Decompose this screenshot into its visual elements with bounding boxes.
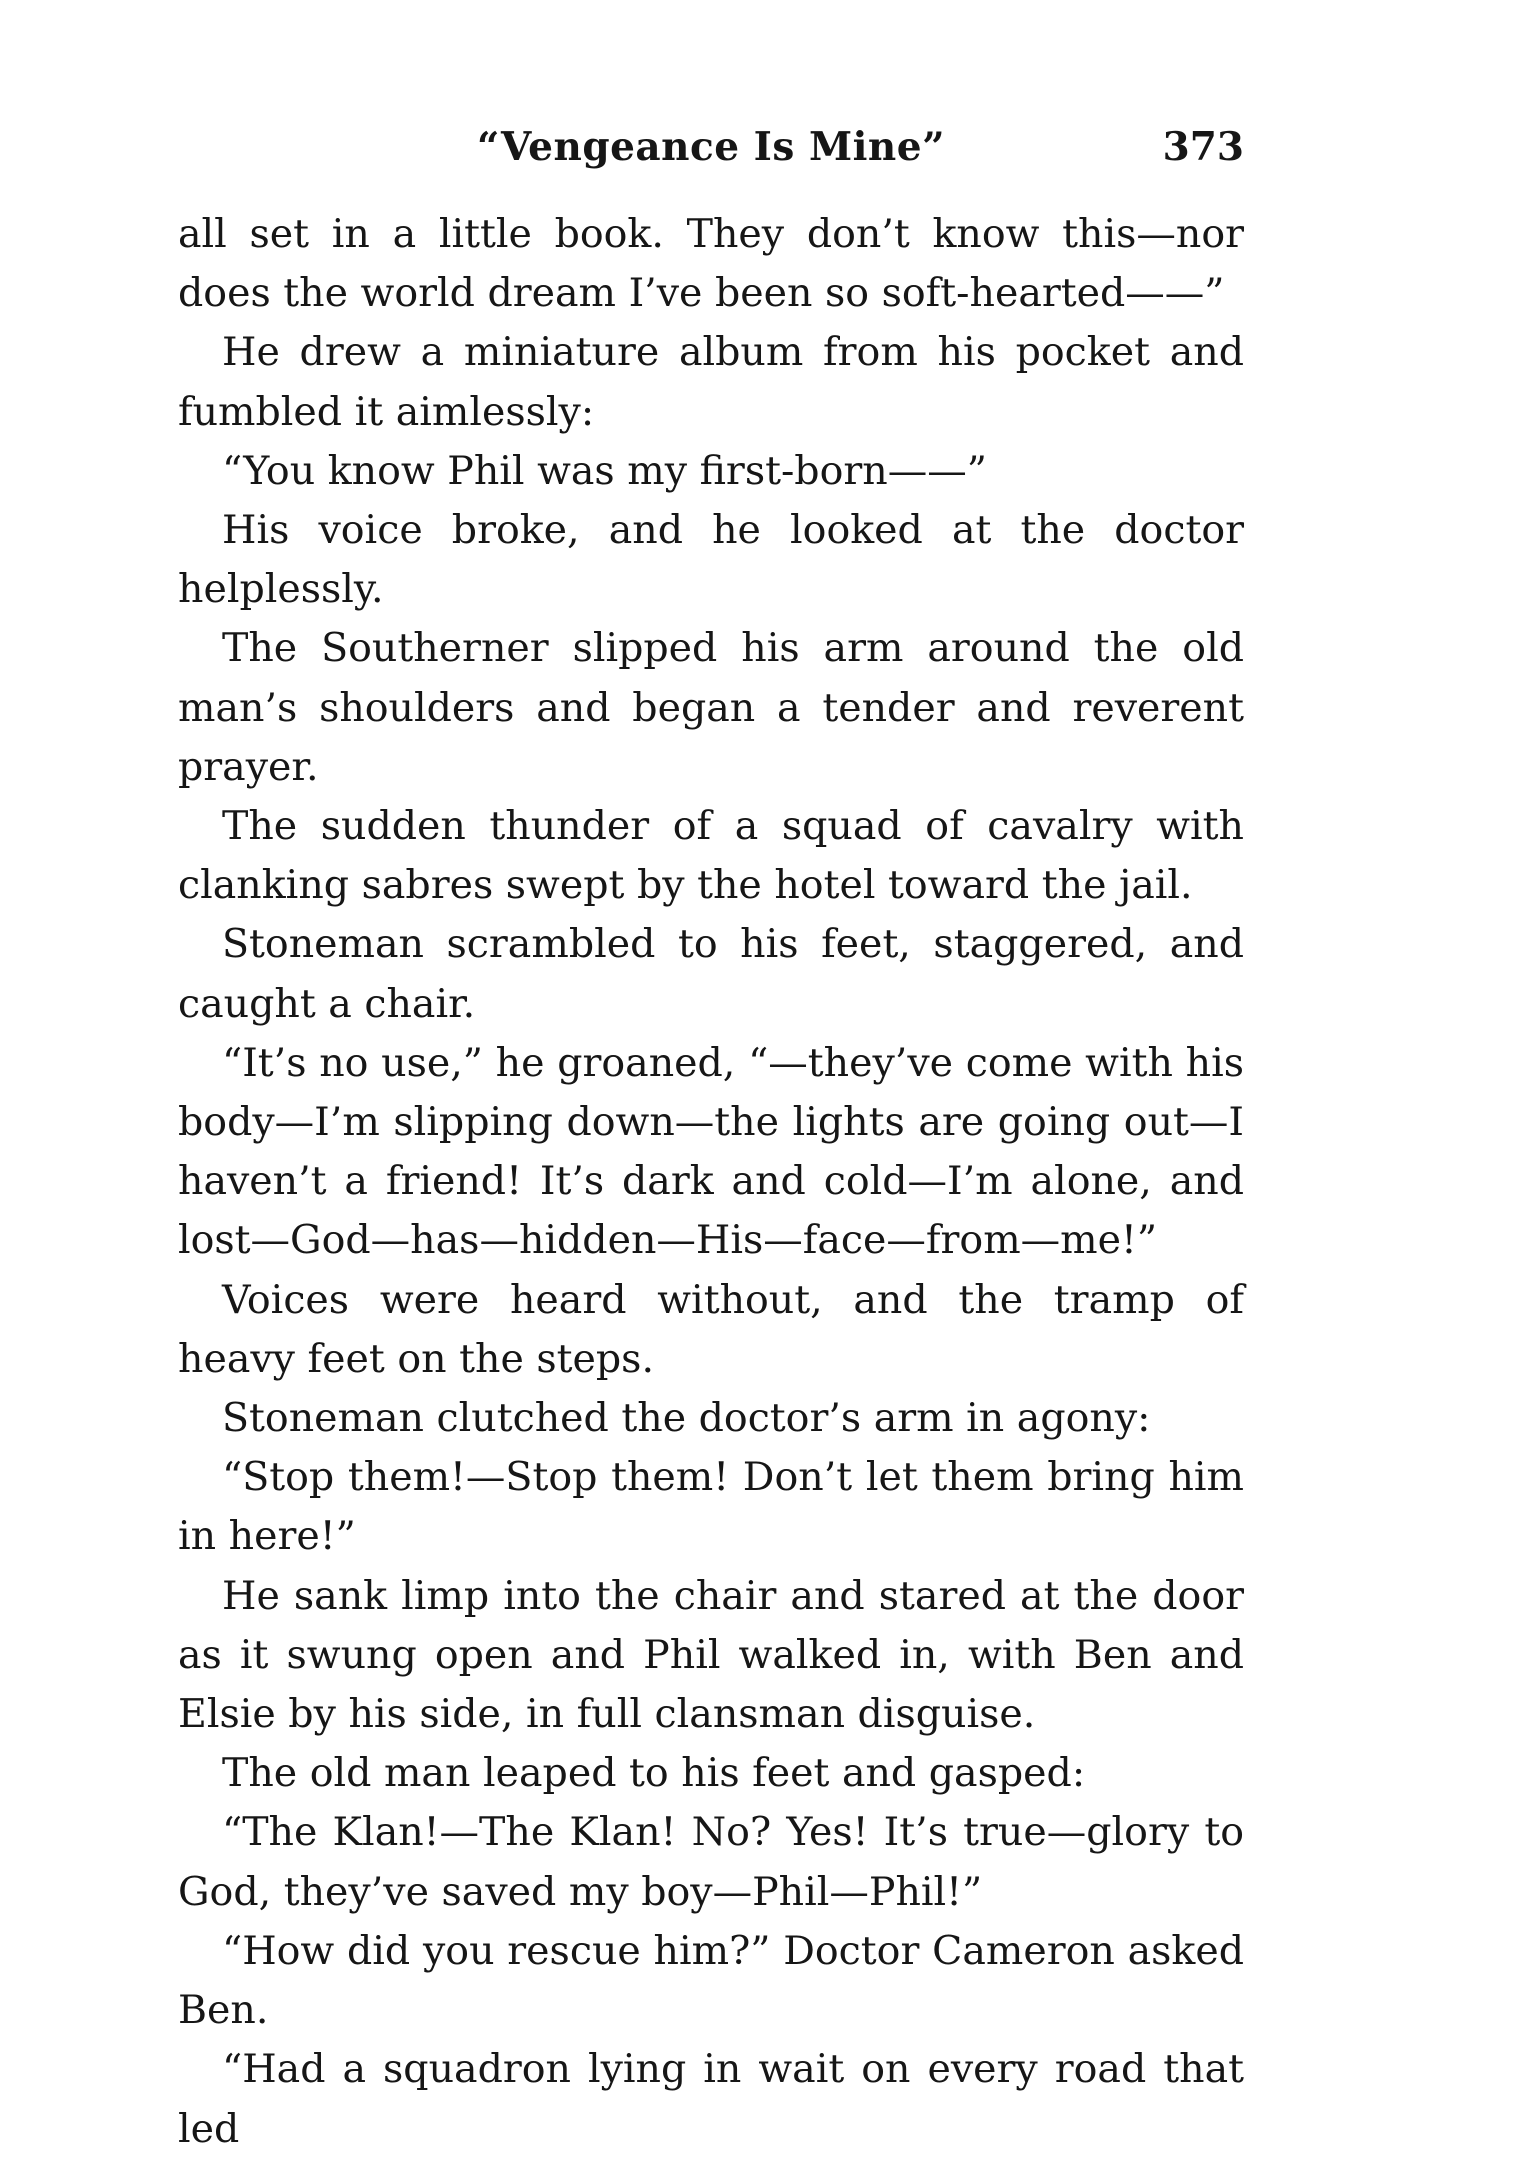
paragraph: Stoneman clutched the doctor’s arm in agony: [222, 1395, 1151, 1442]
paragraph: “The Klan!—The Klan! No? Yes! It’s true—glory to God, they’ve saved my boy—Phil—Phil!” [178, 1809, 1244, 1915]
paragraph: “How did you rescue him?” Doctor Cameron asked Ben. [178, 1927, 1244, 2034]
paragraph: Voices were heard without, and the tramp of heavy feet on the steps. [178, 1276, 1244, 1382]
paragraph: The Southerner slipped his arm around the old man’s shoulders and began a tender and reverent prayer. [178, 625, 1244, 790]
paragraph: “Had a squadron lying in wait on every road that led [178, 2046, 1244, 2152]
paragraph: Stoneman scrambled to his feet, staggered, and caught a chair. [178, 921, 1244, 1027]
paragraph: “Stop them!—Stop them! Don’t let them bring him in here!” [178, 1454, 1244, 1560]
page-number: 373 [1162, 124, 1244, 170]
paragraph: “It’s no use,” he groaned, “—they’ve come with his body—I’m slipping down—the lights are going out—I haven’t a friend! It’s dark and cold—I’m alone, and lost—God—has—hidden—His—face—from—me!” [178, 1039, 1244, 1264]
paragraph: He drew a miniature album from his pocket and fumbled it aimlessly: [178, 329, 1244, 435]
paragraph: “You know Phil was my first-born——” [222, 447, 987, 494]
chapter-running-title: “Vengeance Is Mine” [476, 124, 946, 170]
running-head [178, 124, 1244, 184]
paragraph: all set in a little book. They don’t know this—nor does the world dream I’ve been so soft-hearted——” [178, 211, 1244, 317]
body-text [178, 205, 1244, 2159]
paragraph: The old man leaped to his feet and gasped: [222, 1750, 1086, 1797]
paragraph: His voice broke, and he looked at the doctor helplessly. [178, 507, 1244, 613]
paragraph: The sudden thunder of a squad of cavalry with clanking sabres swept by the hotel toward the jail. [178, 803, 1244, 909]
paragraph: He sank limp into the chair and stared at the door as it swung open and Phil walked in, with Ben and Elsie by his side, in full clansman disguise. [178, 1572, 1244, 1738]
